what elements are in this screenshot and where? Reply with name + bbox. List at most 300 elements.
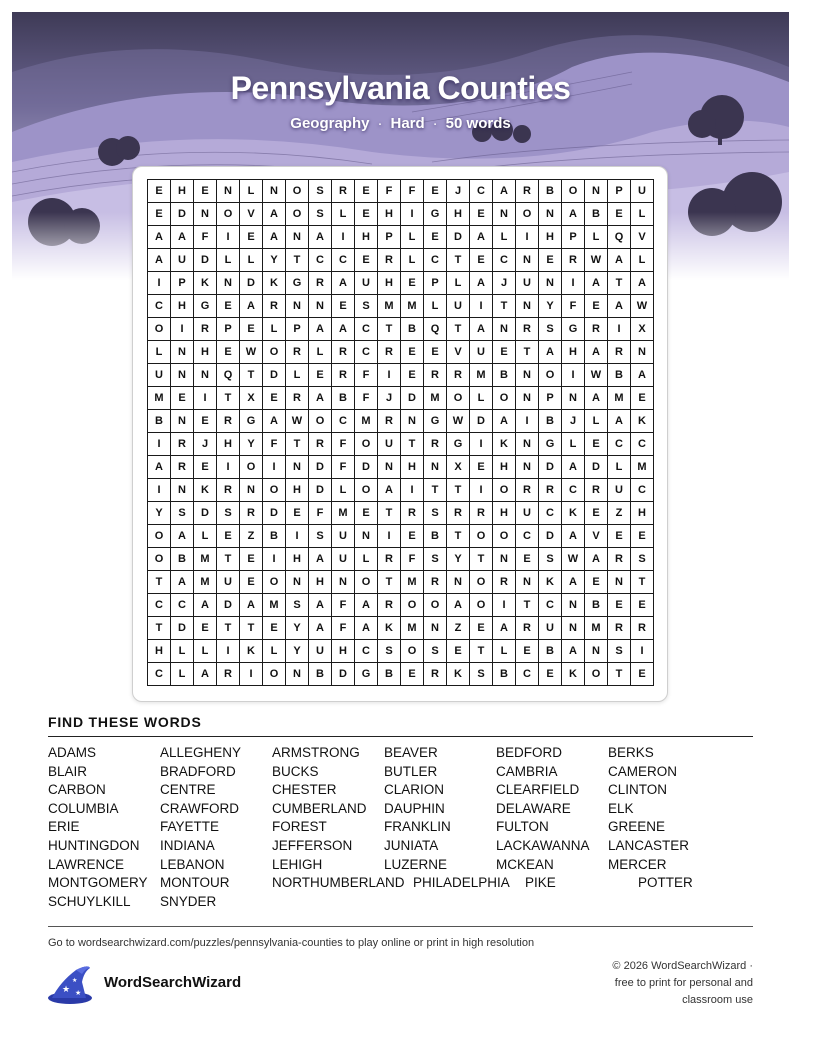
- grid-cell[interactable]: H: [631, 502, 654, 525]
- grid-cell[interactable]: E: [470, 249, 493, 272]
- grid-cell[interactable]: T: [447, 525, 470, 548]
- grid-cell[interactable]: O: [286, 203, 309, 226]
- grid-cell[interactable]: L: [171, 640, 194, 663]
- grid-cell[interactable]: L: [562, 433, 585, 456]
- grid-cell[interactable]: T: [608, 272, 631, 295]
- grid-cell[interactable]: E: [470, 617, 493, 640]
- grid-cell[interactable]: G: [286, 272, 309, 295]
- grid-cell[interactable]: N: [171, 410, 194, 433]
- grid-cell[interactable]: N: [424, 617, 447, 640]
- grid-cell[interactable]: E: [401, 364, 424, 387]
- grid-cell[interactable]: E: [263, 617, 286, 640]
- grid-cell[interactable]: M: [263, 594, 286, 617]
- grid-cell[interactable]: G: [562, 318, 585, 341]
- grid-cell[interactable]: H: [286, 479, 309, 502]
- grid-cell[interactable]: A: [585, 387, 608, 410]
- grid-cell[interactable]: N: [171, 479, 194, 502]
- grid-cell[interactable]: T: [378, 502, 401, 525]
- grid-cell[interactable]: S: [171, 502, 194, 525]
- grid-cell[interactable]: P: [539, 387, 562, 410]
- grid-cell[interactable]: O: [263, 479, 286, 502]
- grid-cell[interactable]: B: [539, 180, 562, 203]
- grid-cell[interactable]: T: [286, 433, 309, 456]
- grid-cell[interactable]: E: [631, 525, 654, 548]
- grid-cell[interactable]: S: [608, 640, 631, 663]
- grid-cell[interactable]: A: [263, 226, 286, 249]
- grid-cell[interactable]: A: [194, 594, 217, 617]
- grid-cell[interactable]: E: [355, 249, 378, 272]
- grid-cell[interactable]: I: [148, 479, 171, 502]
- grid-cell[interactable]: A: [309, 387, 332, 410]
- grid-cell[interactable]: Q: [424, 318, 447, 341]
- grid-cell[interactable]: I: [562, 272, 585, 295]
- grid-cell[interactable]: N: [631, 341, 654, 364]
- grid-cell[interactable]: R: [332, 364, 355, 387]
- grid-cell[interactable]: R: [424, 663, 447, 686]
- grid-cell[interactable]: N: [171, 341, 194, 364]
- grid-cell[interactable]: I: [378, 525, 401, 548]
- grid-cell[interactable]: H: [401, 456, 424, 479]
- grid-cell[interactable]: P: [608, 180, 631, 203]
- grid-cell[interactable]: U: [217, 571, 240, 594]
- grid-cell[interactable]: B: [332, 387, 355, 410]
- grid-cell[interactable]: T: [516, 341, 539, 364]
- grid-cell[interactable]: K: [447, 663, 470, 686]
- grid-cell[interactable]: V: [240, 203, 263, 226]
- grid-cell[interactable]: E: [309, 364, 332, 387]
- grid-cell[interactable]: M: [332, 502, 355, 525]
- grid-cell[interactable]: M: [401, 571, 424, 594]
- grid-cell[interactable]: W: [240, 341, 263, 364]
- grid-cell[interactable]: E: [493, 341, 516, 364]
- grid-cell[interactable]: A: [585, 341, 608, 364]
- grid-cell[interactable]: H: [148, 640, 171, 663]
- grid-cell[interactable]: O: [493, 525, 516, 548]
- grid-cell[interactable]: U: [631, 180, 654, 203]
- grid-cell[interactable]: N: [516, 364, 539, 387]
- grid-cell[interactable]: Y: [286, 640, 309, 663]
- grid-cell[interactable]: C: [148, 295, 171, 318]
- grid-cell[interactable]: O: [309, 410, 332, 433]
- grid-cell[interactable]: E: [240, 226, 263, 249]
- grid-cell[interactable]: E: [194, 617, 217, 640]
- grid-cell[interactable]: L: [608, 456, 631, 479]
- grid-cell[interactable]: A: [539, 341, 562, 364]
- grid-cell[interactable]: L: [263, 318, 286, 341]
- grid-cell[interactable]: A: [263, 410, 286, 433]
- grid-cell[interactable]: O: [470, 571, 493, 594]
- grid-cell[interactable]: H: [539, 226, 562, 249]
- grid-cell[interactable]: D: [401, 387, 424, 410]
- grid-cell[interactable]: Y: [263, 249, 286, 272]
- grid-cell[interactable]: W: [562, 548, 585, 571]
- grid-cell[interactable]: I: [217, 226, 240, 249]
- grid-cell[interactable]: T: [447, 318, 470, 341]
- grid-cell[interactable]: B: [539, 410, 562, 433]
- grid-cell[interactable]: N: [217, 180, 240, 203]
- grid-cell[interactable]: E: [401, 341, 424, 364]
- grid-cell[interactable]: N: [539, 272, 562, 295]
- grid-cell[interactable]: T: [148, 617, 171, 640]
- grid-cell[interactable]: I: [516, 226, 539, 249]
- grid-cell[interactable]: A: [309, 318, 332, 341]
- grid-cell[interactable]: N: [332, 571, 355, 594]
- grid-cell[interactable]: H: [355, 226, 378, 249]
- grid-cell[interactable]: T: [240, 617, 263, 640]
- grid-cell[interactable]: E: [585, 571, 608, 594]
- grid-cell[interactable]: N: [516, 249, 539, 272]
- grid-cell[interactable]: O: [263, 571, 286, 594]
- grid-cell[interactable]: T: [378, 318, 401, 341]
- grid-cell[interactable]: N: [516, 571, 539, 594]
- grid-cell[interactable]: R: [171, 456, 194, 479]
- grid-cell[interactable]: O: [539, 364, 562, 387]
- grid-cell[interactable]: C: [355, 640, 378, 663]
- grid-cell[interactable]: B: [148, 410, 171, 433]
- grid-cell[interactable]: M: [194, 548, 217, 571]
- grid-cell[interactable]: G: [539, 433, 562, 456]
- grid-cell[interactable]: G: [355, 663, 378, 686]
- grid-cell[interactable]: B: [378, 663, 401, 686]
- grid-cell[interactable]: A: [355, 594, 378, 617]
- grid-cell[interactable]: L: [585, 226, 608, 249]
- grid-cell[interactable]: S: [424, 548, 447, 571]
- grid-cell[interactable]: E: [585, 433, 608, 456]
- grid-cell[interactable]: N: [240, 479, 263, 502]
- grid-cell[interactable]: E: [608, 203, 631, 226]
- grid-cell[interactable]: C: [516, 663, 539, 686]
- grid-cell[interactable]: B: [493, 364, 516, 387]
- grid-cell[interactable]: R: [378, 341, 401, 364]
- grid-cell[interactable]: E: [470, 456, 493, 479]
- grid-cell[interactable]: E: [608, 594, 631, 617]
- grid-cell[interactable]: L: [493, 226, 516, 249]
- grid-cell[interactable]: E: [585, 295, 608, 318]
- grid-cell[interactable]: O: [493, 387, 516, 410]
- grid-cell[interactable]: E: [355, 502, 378, 525]
- grid-cell[interactable]: C: [608, 433, 631, 456]
- grid-cell[interactable]: C: [332, 249, 355, 272]
- grid-cell[interactable]: I: [263, 548, 286, 571]
- grid-cell[interactable]: E: [539, 663, 562, 686]
- grid-cell[interactable]: F: [309, 502, 332, 525]
- grid-cell[interactable]: E: [217, 295, 240, 318]
- grid-cell[interactable]: K: [493, 433, 516, 456]
- grid-cell[interactable]: A: [470, 318, 493, 341]
- grid-cell[interactable]: O: [470, 594, 493, 617]
- grid-cell[interactable]: I: [148, 272, 171, 295]
- grid-cell[interactable]: M: [424, 387, 447, 410]
- grid-cell[interactable]: S: [309, 525, 332, 548]
- grid-cell[interactable]: Y: [240, 433, 263, 456]
- grid-cell[interactable]: O: [493, 479, 516, 502]
- grid-cell[interactable]: I: [332, 226, 355, 249]
- grid-cell[interactable]: R: [286, 341, 309, 364]
- grid-cell[interactable]: O: [447, 387, 470, 410]
- grid-cell[interactable]: I: [631, 640, 654, 663]
- grid-cell[interactable]: A: [470, 226, 493, 249]
- grid-cell[interactable]: K: [631, 410, 654, 433]
- grid-cell[interactable]: S: [539, 318, 562, 341]
- grid-cell[interactable]: R: [585, 318, 608, 341]
- grid-cell[interactable]: N: [286, 571, 309, 594]
- grid-cell[interactable]: A: [171, 226, 194, 249]
- grid-cell[interactable]: Y: [539, 295, 562, 318]
- grid-cell[interactable]: M: [470, 364, 493, 387]
- grid-cell[interactable]: F: [378, 180, 401, 203]
- grid-cell[interactable]: B: [401, 318, 424, 341]
- grid-cell[interactable]: F: [332, 617, 355, 640]
- grid-cell[interactable]: E: [447, 640, 470, 663]
- grid-cell[interactable]: H: [378, 203, 401, 226]
- grid-cell[interactable]: B: [424, 525, 447, 548]
- grid-cell[interactable]: V: [585, 525, 608, 548]
- grid-cell[interactable]: B: [539, 640, 562, 663]
- grid-cell[interactable]: R: [240, 502, 263, 525]
- grid-cell[interactable]: S: [470, 663, 493, 686]
- grid-cell[interactable]: D: [539, 525, 562, 548]
- grid-cell[interactable]: D: [539, 456, 562, 479]
- grid-cell[interactable]: D: [332, 663, 355, 686]
- grid-cell[interactable]: D: [171, 617, 194, 640]
- grid-cell[interactable]: G: [424, 410, 447, 433]
- grid-cell[interactable]: T: [148, 571, 171, 594]
- grid-cell[interactable]: R: [447, 502, 470, 525]
- grid-cell[interactable]: S: [355, 295, 378, 318]
- grid-cell[interactable]: C: [148, 594, 171, 617]
- grid-cell[interactable]: O: [562, 180, 585, 203]
- grid-cell[interactable]: U: [171, 249, 194, 272]
- grid-cell[interactable]: A: [355, 617, 378, 640]
- grid-cell[interactable]: C: [148, 663, 171, 686]
- grid-cell[interactable]: E: [516, 640, 539, 663]
- grid-cell[interactable]: N: [194, 364, 217, 387]
- grid-cell[interactable]: A: [470, 272, 493, 295]
- grid-cell[interactable]: B: [171, 548, 194, 571]
- grid-cell[interactable]: I: [194, 387, 217, 410]
- grid-cell[interactable]: O: [355, 433, 378, 456]
- grid-cell[interactable]: R: [585, 479, 608, 502]
- grid-cell[interactable]: E: [240, 318, 263, 341]
- grid-cell[interactable]: A: [608, 295, 631, 318]
- grid-cell[interactable]: C: [171, 594, 194, 617]
- grid-cell[interactable]: I: [493, 594, 516, 617]
- grid-cell[interactable]: I: [401, 203, 424, 226]
- grid-cell[interactable]: T: [424, 479, 447, 502]
- grid-cell[interactable]: N: [263, 180, 286, 203]
- grid-cell[interactable]: N: [539, 203, 562, 226]
- grid-cell[interactable]: R: [332, 180, 355, 203]
- grid-cell[interactable]: N: [286, 663, 309, 686]
- grid-cell[interactable]: H: [309, 571, 332, 594]
- grid-cell[interactable]: F: [562, 295, 585, 318]
- grid-cell[interactable]: N: [309, 295, 332, 318]
- grid-cell[interactable]: A: [263, 203, 286, 226]
- grid-cell[interactable]: F: [332, 456, 355, 479]
- grid-cell[interactable]: W: [585, 364, 608, 387]
- grid-cell[interactable]: K: [562, 502, 585, 525]
- grid-cell[interactable]: A: [148, 249, 171, 272]
- grid-cell[interactable]: H: [493, 502, 516, 525]
- grid-cell[interactable]: S: [424, 502, 447, 525]
- grid-cell[interactable]: A: [378, 479, 401, 502]
- grid-cell[interactable]: W: [286, 410, 309, 433]
- grid-cell[interactable]: A: [562, 525, 585, 548]
- grid-cell[interactable]: R: [263, 295, 286, 318]
- grid-cell[interactable]: E: [631, 663, 654, 686]
- grid-cell[interactable]: L: [585, 410, 608, 433]
- grid-cell[interactable]: E: [332, 295, 355, 318]
- grid-cell[interactable]: L: [217, 249, 240, 272]
- grid-cell[interactable]: N: [516, 387, 539, 410]
- grid-cell[interactable]: I: [286, 525, 309, 548]
- grid-cell[interactable]: I: [171, 318, 194, 341]
- grid-cell[interactable]: O: [470, 525, 493, 548]
- grid-cell[interactable]: A: [493, 180, 516, 203]
- grid-cell[interactable]: U: [378, 433, 401, 456]
- grid-cell[interactable]: T: [608, 663, 631, 686]
- grid-cell[interactable]: T: [240, 364, 263, 387]
- grid-cell[interactable]: E: [539, 249, 562, 272]
- grid-cell[interactable]: L: [447, 272, 470, 295]
- grid-cell[interactable]: X: [447, 456, 470, 479]
- grid-cell[interactable]: C: [424, 249, 447, 272]
- grid-cell[interactable]: C: [631, 433, 654, 456]
- grid-cell[interactable]: L: [332, 203, 355, 226]
- grid-cell[interactable]: L: [194, 640, 217, 663]
- grid-cell[interactable]: B: [585, 594, 608, 617]
- grid-cell[interactable]: L: [401, 249, 424, 272]
- grid-cell[interactable]: E: [148, 203, 171, 226]
- grid-cell[interactable]: R: [516, 180, 539, 203]
- grid-cell[interactable]: N: [424, 456, 447, 479]
- grid-cell[interactable]: L: [401, 226, 424, 249]
- grid-cell[interactable]: P: [378, 226, 401, 249]
- grid-cell[interactable]: R: [631, 617, 654, 640]
- grid-cell[interactable]: N: [516, 456, 539, 479]
- grid-cell[interactable]: U: [332, 548, 355, 571]
- grid-cell[interactable]: O: [585, 663, 608, 686]
- grid-cell[interactable]: A: [562, 571, 585, 594]
- grid-cell[interactable]: A: [562, 640, 585, 663]
- grid-cell[interactable]: L: [470, 387, 493, 410]
- grid-cell[interactable]: U: [516, 272, 539, 295]
- grid-cell[interactable]: T: [470, 640, 493, 663]
- grid-cell[interactable]: R: [286, 387, 309, 410]
- grid-cell[interactable]: B: [309, 663, 332, 686]
- grid-cell[interactable]: U: [355, 272, 378, 295]
- grid-cell[interactable]: M: [608, 387, 631, 410]
- grid-cell[interactable]: O: [263, 341, 286, 364]
- grid-cell[interactable]: J: [493, 272, 516, 295]
- footer-link[interactable]: Go to wordsearchwizard.com/puzzles/pennsylvania-counties to play online or print in high resolution: [48, 937, 535, 949]
- grid-cell[interactable]: K: [378, 617, 401, 640]
- grid-cell[interactable]: N: [493, 548, 516, 571]
- grid-cell[interactable]: O: [401, 640, 424, 663]
- grid-cell[interactable]: T: [217, 548, 240, 571]
- grid-cell[interactable]: E: [194, 456, 217, 479]
- grid-cell[interactable]: F: [194, 226, 217, 249]
- grid-cell[interactable]: R: [217, 479, 240, 502]
- grid-cell[interactable]: Y: [286, 617, 309, 640]
- grid-cell[interactable]: Q: [608, 226, 631, 249]
- grid-cell[interactable]: E: [424, 226, 447, 249]
- grid-cell[interactable]: E: [263, 387, 286, 410]
- grid-cell[interactable]: E: [401, 525, 424, 548]
- grid-cell[interactable]: D: [217, 594, 240, 617]
- grid-cell[interactable]: A: [309, 617, 332, 640]
- grid-cell[interactable]: R: [332, 341, 355, 364]
- grid-cell[interactable]: L: [631, 249, 654, 272]
- grid-cell[interactable]: Y: [447, 548, 470, 571]
- grid-cell[interactable]: E: [401, 272, 424, 295]
- grid-cell[interactable]: R: [516, 318, 539, 341]
- grid-cell[interactable]: L: [240, 180, 263, 203]
- grid-cell[interactable]: R: [194, 318, 217, 341]
- grid-cell[interactable]: G: [447, 433, 470, 456]
- grid-cell[interactable]: M: [194, 571, 217, 594]
- grid-cell[interactable]: A: [608, 249, 631, 272]
- grid-cell[interactable]: O: [516, 203, 539, 226]
- grid-cell[interactable]: V: [631, 226, 654, 249]
- grid-cell[interactable]: G: [240, 410, 263, 433]
- grid-cell[interactable]: N: [378, 456, 401, 479]
- grid-cell[interactable]: R: [493, 571, 516, 594]
- grid-cell[interactable]: T: [217, 387, 240, 410]
- grid-cell[interactable]: D: [470, 410, 493, 433]
- grid-cell[interactable]: I: [608, 318, 631, 341]
- grid-cell[interactable]: O: [355, 571, 378, 594]
- grid-cell[interactable]: E: [585, 502, 608, 525]
- grid-cell[interactable]: R: [608, 548, 631, 571]
- grid-cell[interactable]: S: [286, 594, 309, 617]
- grid-cell[interactable]: N: [217, 272, 240, 295]
- grid-cell[interactable]: H: [447, 203, 470, 226]
- grid-cell[interactable]: Q: [217, 364, 240, 387]
- grid-cell[interactable]: L: [332, 479, 355, 502]
- grid-cell[interactable]: N: [447, 571, 470, 594]
- grid-cell[interactable]: H: [171, 180, 194, 203]
- grid-cell[interactable]: C: [493, 249, 516, 272]
- grid-cell[interactable]: T: [470, 548, 493, 571]
- grid-cell[interactable]: L: [194, 525, 217, 548]
- grid-cell[interactable]: E: [240, 548, 263, 571]
- grid-cell[interactable]: K: [194, 272, 217, 295]
- grid-cell[interactable]: S: [631, 548, 654, 571]
- grid-cell[interactable]: O: [148, 318, 171, 341]
- grid-cell[interactable]: Z: [240, 525, 263, 548]
- grid-cell[interactable]: R: [217, 410, 240, 433]
- grid-cell[interactable]: R: [424, 433, 447, 456]
- grid-cell[interactable]: E: [424, 341, 447, 364]
- grid-cell[interactable]: F: [263, 433, 286, 456]
- grid-cell[interactable]: U: [608, 479, 631, 502]
- grid-cell[interactable]: A: [631, 364, 654, 387]
- grid-cell[interactable]: L: [424, 295, 447, 318]
- grid-cell[interactable]: L: [286, 364, 309, 387]
- grid-cell[interactable]: A: [171, 525, 194, 548]
- grid-cell[interactable]: A: [309, 548, 332, 571]
- grid-cell[interactable]: M: [401, 617, 424, 640]
- grid-cell[interactable]: R: [424, 571, 447, 594]
- grid-cell[interactable]: N: [585, 180, 608, 203]
- grid-cell[interactable]: K: [263, 272, 286, 295]
- grid-cell[interactable]: N: [286, 456, 309, 479]
- grid-cell[interactable]: O: [240, 456, 263, 479]
- grid-cell[interactable]: I: [217, 456, 240, 479]
- grid-cell[interactable]: C: [562, 479, 585, 502]
- grid-cell[interactable]: W: [585, 249, 608, 272]
